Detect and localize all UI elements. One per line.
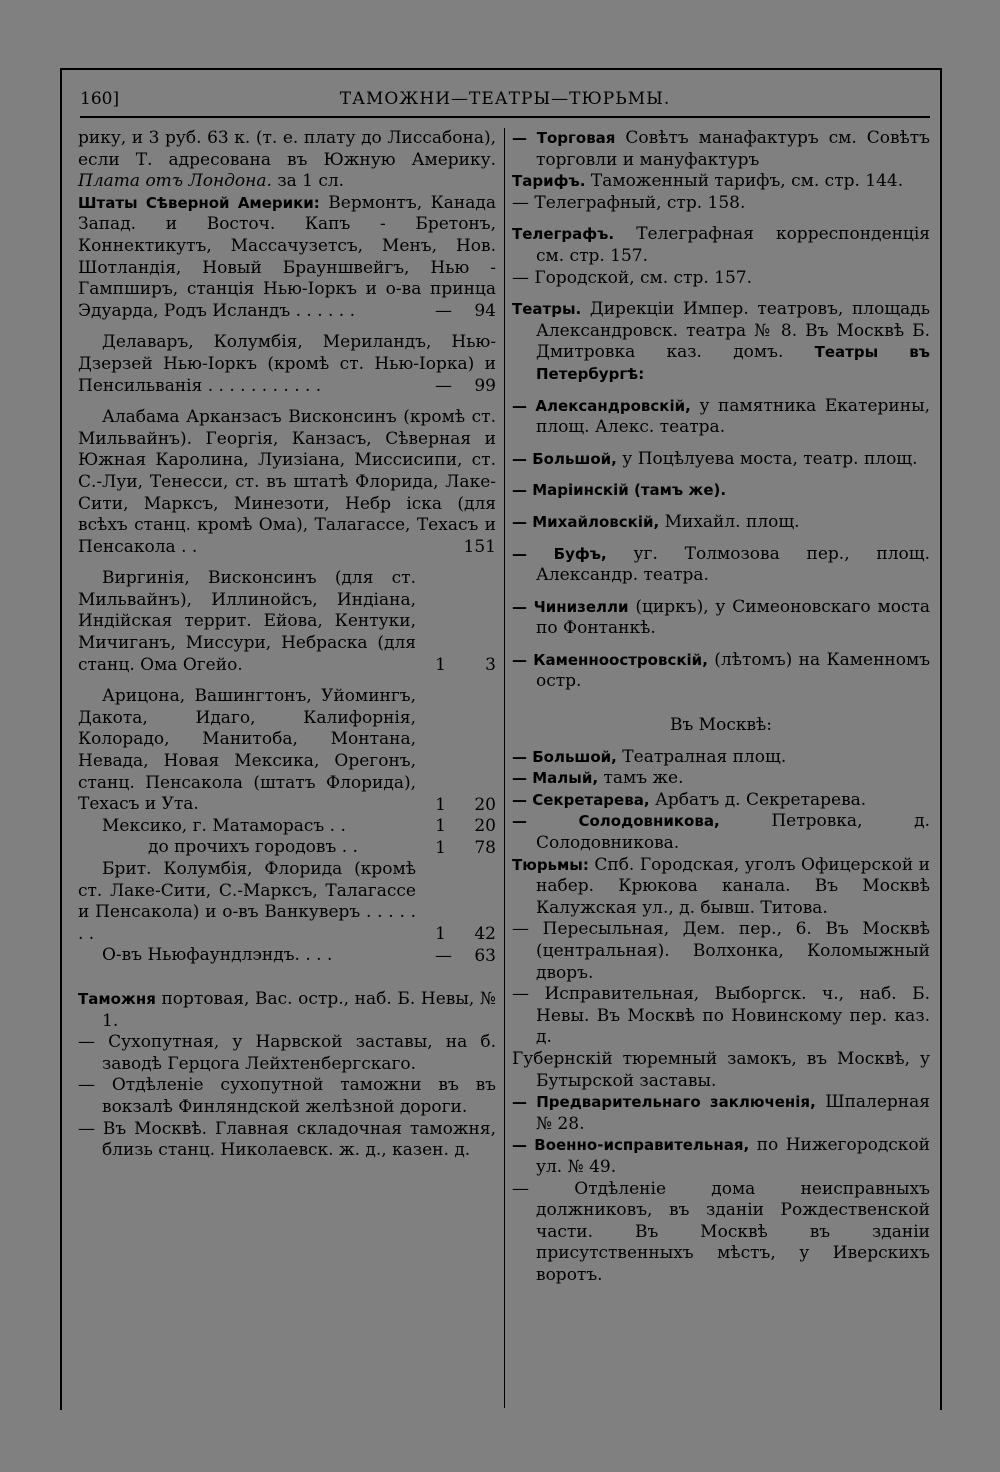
rate-kopecks: 94 (474, 301, 496, 322)
prison-name: — Предварительнаго заключенія, (512, 1093, 816, 1112)
prison-item: — Отдѣленіе дома неисправныхъ должниковъ, въ зданіи Рождественской части. Въ Москвѣ въ зданіи присутственныхъ мѣстъ, у Иверскихъ воротъ. (512, 1178, 930, 1285)
theatre-item (512, 650, 930, 693)
rate-row (78, 859, 496, 945)
spacer (512, 693, 930, 715)
spacer (512, 587, 930, 597)
page-number: 160] (80, 89, 120, 109)
customs-land: — Сухопутная, у Нарвской заставы, на б. заводѣ Герцога Лейхтенбергскаго. (78, 1032, 496, 1074)
theatre-name: — Буфъ, (512, 544, 607, 563)
states-heading: Штаты Сѣверной Америки: (78, 193, 320, 212)
theatre-name: — Большой, (512, 449, 617, 468)
prison-item: — Исправительная, Выборгск. ч., наб. Б. Невы. Въ Москвѣ по Новинскому пер. каз. д. (512, 984, 930, 1048)
rate-row (78, 945, 496, 967)
theatre-address: у памятника Екатерины, площ. Алекс. театра. (536, 395, 930, 438)
rate-unit: за 1 сл. (277, 171, 345, 192)
entry-heading: — Торговая (512, 129, 616, 147)
city-telegraph-entry: — Городской, см. стр. 157. (512, 267, 753, 288)
rate-places: Делаваръ, Колумбія, Мериландъ, Нью-Дзерзей Нью-Іоркъ (кромѣ ст. Нью-Іорка) и Пенсильванія (78, 332, 496, 396)
rate-kopecks: 63 (474, 945, 496, 966)
prison-item: Губернскій тюремный замокъ, въ Москвѣ, у Бутырской заставы. (512, 1048, 930, 1091)
moscow-heading: Въ Москвѣ: (669, 715, 773, 736)
leader-dots: . . . . . . . . . . . (207, 375, 322, 396)
theatre-address: уг. Толмозова пер., площ. Александр. театра. (536, 543, 930, 586)
theatre-item (512, 597, 930, 640)
rate-rubles: 1 (435, 655, 446, 676)
rate-row (78, 193, 496, 323)
tariff-entry (512, 171, 930, 193)
rate-row (78, 686, 496, 816)
rate-rubles: 1 (435, 794, 446, 815)
theatre-item (512, 480, 930, 502)
entry-heading: Телеграфъ. (512, 225, 615, 244)
rate-places: Алабама Арканзасъ Висконсинъ (кромѣ ст. Мильвайнъ). Георгія, Канзасъ, Сѣверная и Южная Каролина, Луизіана, Миссисипи, ст. С.-Луи, Тенесси, ст. въ штатѣ Флорида, Лаке-Сити, Марксъ, Минезоти, Небр іска (для всѣхъ станц. кромѣ Ома), Талагассе, Техасъ и Пенсакола (78, 407, 496, 557)
theatre-name: — Большой, (512, 747, 617, 766)
spacer (512, 640, 930, 650)
theatre-address: Арбатъ д. Секретарева. (654, 789, 867, 810)
spacer (512, 289, 930, 299)
spacer (512, 534, 930, 544)
theatre-name: — Михайловскій, (512, 512, 660, 531)
theatre-address: (лѣтомъ) на Каменномъ остр. (536, 649, 931, 692)
spacer (512, 737, 930, 747)
rate-rubles: 1 (435, 838, 446, 858)
rate-places: до прочихъ городовъ (148, 837, 337, 858)
entry-text: Совѣтъ манафактуръ см. Совѣтъ торговли и мануфактуръ (536, 128, 930, 170)
rate-kopecks: 78 (474, 838, 496, 858)
spacer (78, 397, 496, 407)
theatre-name: — Маріинскій (тамъ же). (512, 481, 727, 500)
theatre-address: Петровка, д. Солодовникова. (536, 811, 930, 854)
spacer (512, 470, 930, 480)
theatre-item (512, 512, 930, 534)
rate-places: Виргинія, Висконсинъ (для ст. Мильвайнъ), Иллинойсъ, Индіана, Индійская террит. Ейова, Кентуки, Мичиганъ, Миссури, Небраска (для станц. Ома Огейо. (78, 568, 416, 675)
rate-rubles: — (435, 301, 452, 322)
leader-dots: . . . . . . (295, 300, 356, 321)
spacer (78, 558, 496, 568)
leader-dots: . . (329, 815, 346, 836)
leader-dots: . . . (305, 945, 333, 966)
column-divider (504, 128, 505, 1408)
theatre-name: — Каменноостровскій, (512, 650, 708, 669)
theatre-item (512, 790, 930, 812)
theatre-item (512, 396, 930, 439)
prison-address: Шпалерная № 28. (536, 1092, 930, 1134)
customs-branch: — Отдѣленіе сухопутной таможни въ въ вокзалѣ Финляндской желѣзной дороги. (78, 1075, 496, 1117)
leader-dots: . . . . . . . (78, 902, 416, 944)
prison-item: — Пересыльная, Дем. пер., 6. Въ Москвѣ (центральная). Волхонка, Коломыжный дворъ. (512, 919, 930, 983)
rate-kopecks: 42 (474, 924, 496, 945)
entry-text: Спб. Городская, уголъ Офицерской и набер. Крюкова канала. Въ Москвѣ Калужская ул., д. бывш. Титова. (536, 854, 930, 918)
prison-item (512, 1135, 930, 1178)
rate-rubles: — (435, 376, 452, 397)
entry-text: Телеграфная корреспонденція см. стр. 157. (536, 224, 931, 266)
rate-row (78, 568, 496, 676)
theatre-address: Михайл. площ. (664, 511, 800, 532)
leader-dots: . . (341, 837, 358, 858)
rate-kopecks: 99 (474, 376, 496, 397)
theatre-address: у Поцѣлуева моста, театр. площ. (622, 448, 918, 469)
spacer (512, 502, 930, 512)
rate-kopecks: 20 (474, 816, 496, 837)
rate-places: Вермонтъ, Канада Запад. и Восточ. Капъ - Бретонъ, Коннектикутъ, Массачузетсъ, Менъ, Нов. Шотландія, Новый Брауншвейгъ, Нью - Гампширъ, станція Нью-Іоркъ и о-ва принца Эдуарда, Родъ Исландъ (78, 192, 496, 321)
running-title: ТАМОЖНИ—ТЕАТРЫ—ТЮРЬМЫ. (339, 89, 671, 109)
theatre-name: — Солодовникова, (512, 812, 720, 831)
rate-rubles: 1 (435, 924, 446, 945)
rate-places: Мексико, г. Матаморасъ (102, 815, 325, 836)
rate-row (78, 407, 496, 558)
left-column (78, 128, 496, 1162)
rate-places: Брит. Колумбія, Флорида (кромѣ ст. Лаке-Сити, С.-Марксъ, Талагассе и Пенсакола) и о-въ Ванкуверъ (78, 859, 416, 923)
customs-heading: Таможня (78, 989, 156, 1008)
telegraph-entry (512, 224, 930, 267)
theatre-item (512, 811, 930, 854)
spacer (512, 214, 930, 224)
spacer (78, 322, 496, 332)
prison-item (512, 1092, 930, 1135)
theatre-name: — Александровскій, (512, 396, 691, 415)
entry-heading: Театры въ Петербургѣ: (536, 343, 930, 383)
theatre-item (512, 449, 930, 471)
entry-text: Дирекціи Импер. театровъ, площадь Александровск. театра № 8. Въ Москвѣ Б. Дмитровка каз. домъ. (536, 299, 930, 363)
rate-kopecks: 20 (474, 794, 496, 815)
prisons-entry (512, 855, 930, 920)
rate-row (78, 332, 496, 397)
rate-places: О-въ Ньюфаундлэндъ. (102, 945, 300, 966)
theatre-address: (циркъ), у Симеоновскаго моста по Фонтанкѣ. (536, 596, 931, 639)
theatre-item (512, 747, 930, 769)
theatres-entry (512, 299, 930, 385)
prison-address: по Нижегородской ул. № 49. (536, 1135, 930, 1177)
theatre-address: тамъ же. (603, 768, 684, 789)
entry-heading: Тюрьмы: (512, 855, 589, 874)
customs-moscow: — Въ Москвѣ. Главная складочная таможня, близь станц. Николаевск. ж. д., казен. д. (78, 1118, 496, 1161)
page (60, 68, 942, 1410)
telegraph-tariff-entry: — Телеграфный, стр. 158. (512, 192, 746, 213)
spacer (78, 676, 496, 686)
header-rule (80, 116, 930, 124)
leader-dots: . . (181, 536, 198, 557)
rate-places: Арицона, Вашингтонъ, Уйомингъ, Дакота, Идаго, Калифорнія, Колорадо, Манитоба, Монтана, Невада, Новая Мексика, Орегонъ, станц. Пенсакола (штатъ Флорида), Техасъ и Ута. (78, 686, 416, 815)
entry-heading: Театры. (512, 300, 582, 319)
theatre-name: — Чинизелли (512, 597, 629, 616)
spacer (78, 967, 496, 989)
entry-text: Таможенный тарифъ, см. стр. 144. (590, 171, 904, 192)
rate-heading: Плата отъ Лондона. (78, 171, 272, 192)
customs-entry (78, 989, 496, 1032)
theatre-item (512, 544, 930, 587)
theatre-item (512, 768, 930, 790)
trade-entry (512, 128, 930, 171)
rate-intro (78, 128, 496, 193)
theatre-address: Театралная площ. (622, 746, 787, 767)
rate-rubles: — (435, 945, 452, 966)
page-header (80, 86, 930, 112)
rate-rubles: 1 (435, 816, 446, 837)
rate-row (78, 837, 496, 859)
theatre-name: — Малый, (512, 769, 599, 788)
customs-text: портовая, Вас. остр., наб. Б. Невы, № 1. (102, 988, 496, 1031)
entry-heading: Тарифъ. (512, 172, 586, 191)
rate-kopecks: 151 (463, 537, 496, 558)
rate-intro-text: рику, и 3 руб. 63 к. (т. е. плату до Лиссабона), если Т. адресована въ Южную Америку. (78, 128, 496, 170)
rate-row (78, 816, 496, 838)
spacer (512, 439, 930, 449)
rate-kopecks: 3 (485, 655, 496, 676)
right-column (512, 128, 930, 1287)
theatre-name: — Секретарева, (512, 790, 650, 809)
prison-name: — Военно-исправительная, (512, 1136, 750, 1155)
spacer (512, 386, 930, 396)
